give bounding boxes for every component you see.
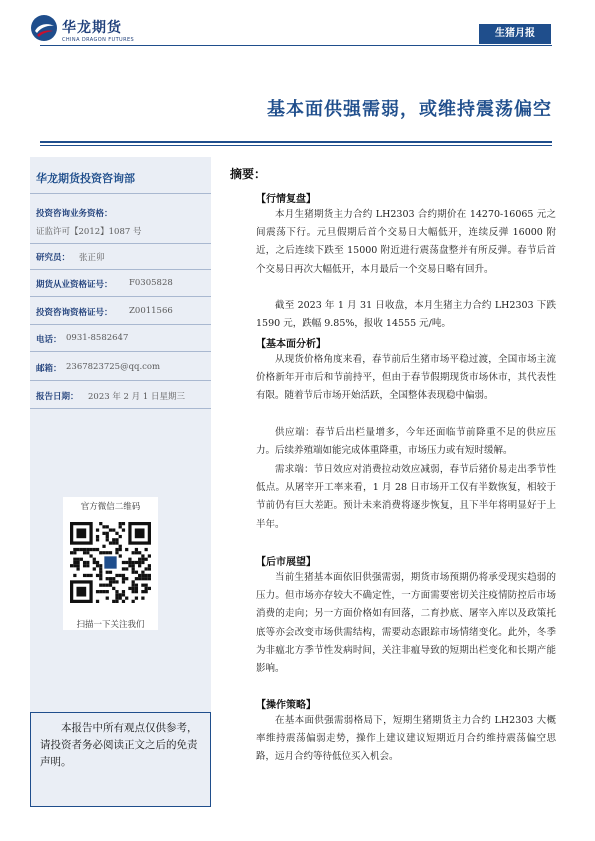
report-date-value: 2023 年 2 月 1 日星期三 (88, 392, 185, 402)
department-name: 华龙期货投资咨询部 (36, 172, 135, 185)
qr-caption-bottom: 扫描一下关注我们 (76, 620, 145, 630)
researcher-value: 张正卯 (79, 253, 105, 263)
title-rule-thick (40, 141, 552, 143)
logo-english-name: CHINA DRAGON FUTURES (62, 37, 135, 43)
wechat-qr-code-icon[interactable] (70, 512, 151, 612)
review-paragraph-1: 本月生猪期货主力合约 LH2303 合约期价在 14270-16065 元之间震荡下行。元旦假期后首个交易日大幅低开，连续反弹 16000 附近，之后连续下跌至 15000 附近进行震荡盘整并有所反弹。春节后首个交易日再次大幅低开，本月最后一个交易日略有回升。 (256, 209, 556, 275)
outlook-paragraph: 当前生猪基本面依旧供强需弱，期货市场预期仍将承受现实趋弱的压力。但市场亦存较大不确定性，一方面需要密切关注疫情防控后市场消费的走向；另一方面价格如有回落，二育抄底、屠宰入库以及政策托底等亦会改变市场供需结构，需要动态跟踪市场情绪变化。此外，冬季为非瘟北方季节性发病时间，关注非瘟导致的短期出栏变化和长期产能影响。 (256, 572, 556, 675)
sidebar-divider (30, 243, 211, 244)
fundamentals-paragraph-2: 供应端：春节后出栏量增多，今年还面临节前降重不足的供应压力。后续养殖端如能完成体重降重，市场压力或有短时缓解。 (256, 427, 556, 457)
sidebar-divider (30, 296, 211, 297)
fundamentals-paragraph-3: 需求端：节日效应对消费拉动效应减弱，春节后猪价易走出季节性低点。从屠宰开工率来看，1 月 28 日市场开工仅有半数恢复，相较于节前仍有巨大差距。预计未来消费将逐步恢复，且下半年将明显好于上半年。 (256, 464, 556, 530)
header-divider (40, 45, 552, 46)
sidebar-divider (30, 269, 211, 270)
logo-chinese-name: 华龙期货 (62, 20, 122, 36)
email-label: 邮箱： (36, 364, 62, 374)
practice-cert-value: F0305828 (129, 278, 173, 288)
report-title: 基本面供强需弱，或维持震荡偏空 (267, 99, 552, 120)
researcher-label: 研究员： (36, 253, 71, 263)
qualification-value: 证监许可【2012】1087 号 (36, 227, 142, 237)
report-date-label: 报告日期： (36, 392, 79, 402)
sidebar-divider (30, 351, 211, 352)
email-value[interactable]: 2367823725@qq.com (66, 362, 161, 372)
report-type-tab: 生猪月报 (479, 24, 551, 44)
title-rule-thin (40, 145, 552, 146)
phone-value: 0931-8582647 (66, 333, 129, 343)
practice-cert-label: 期货从业资格证号： (36, 280, 113, 290)
sidebar-divider (30, 193, 211, 194)
sidebar-divider (30, 324, 211, 325)
review-paragraph-2: 截至 2023 年 1 月 31 日收盘，本月生猪主力合约 LH2303 下跌 1590 元，跌幅 9.85%，报收 14555 元/吨。 (256, 300, 556, 330)
sidebar-divider (30, 408, 211, 409)
disclaimer-text: 本报告中所有观点仅供参考，请投资者务必阅读正文之后的免责声明。 (40, 722, 198, 768)
section-heading-strategy: 【操作策略】 (256, 700, 316, 711)
abstract-heading: 摘要： (230, 167, 267, 181)
sidebar-divider (30, 380, 211, 381)
fundamentals-paragraph-1: 从现货价格角度来看，春节前后生猪市场平稳过渡，全国市场主流价格新年开市后和节前持平，但由于春节假期现货市场休市，其代表性有限。随着节后市场开始活跃，全国整体表现稳中偏弱。 (256, 354, 556, 402)
qualification-label: 投资咨询业务资格： (36, 209, 113, 219)
qr-caption-top: 官方微信二维码 (80, 502, 141, 512)
phone-label: 电话： (36, 335, 62, 345)
strategy-paragraph: 在基本面供强需弱格局下，短期生猪期货主力合约 LH2303 大概率维持震荡偏弱走势，操作上建议建议短期近月合约维持震荡偏空思路，远月合约等待低位买入机会。 (256, 715, 556, 763)
section-heading-review: 【行情复盘】 (256, 194, 316, 205)
consult-cert-label: 投资咨询资格证号： (36, 308, 113, 318)
section-heading-fundamentals: 【基本面分析】 (256, 339, 326, 350)
company-logo-icon (30, 14, 58, 42)
section-heading-outlook: 【后市展望】 (256, 557, 316, 568)
consult-cert-value: Z0011566 (129, 306, 173, 316)
